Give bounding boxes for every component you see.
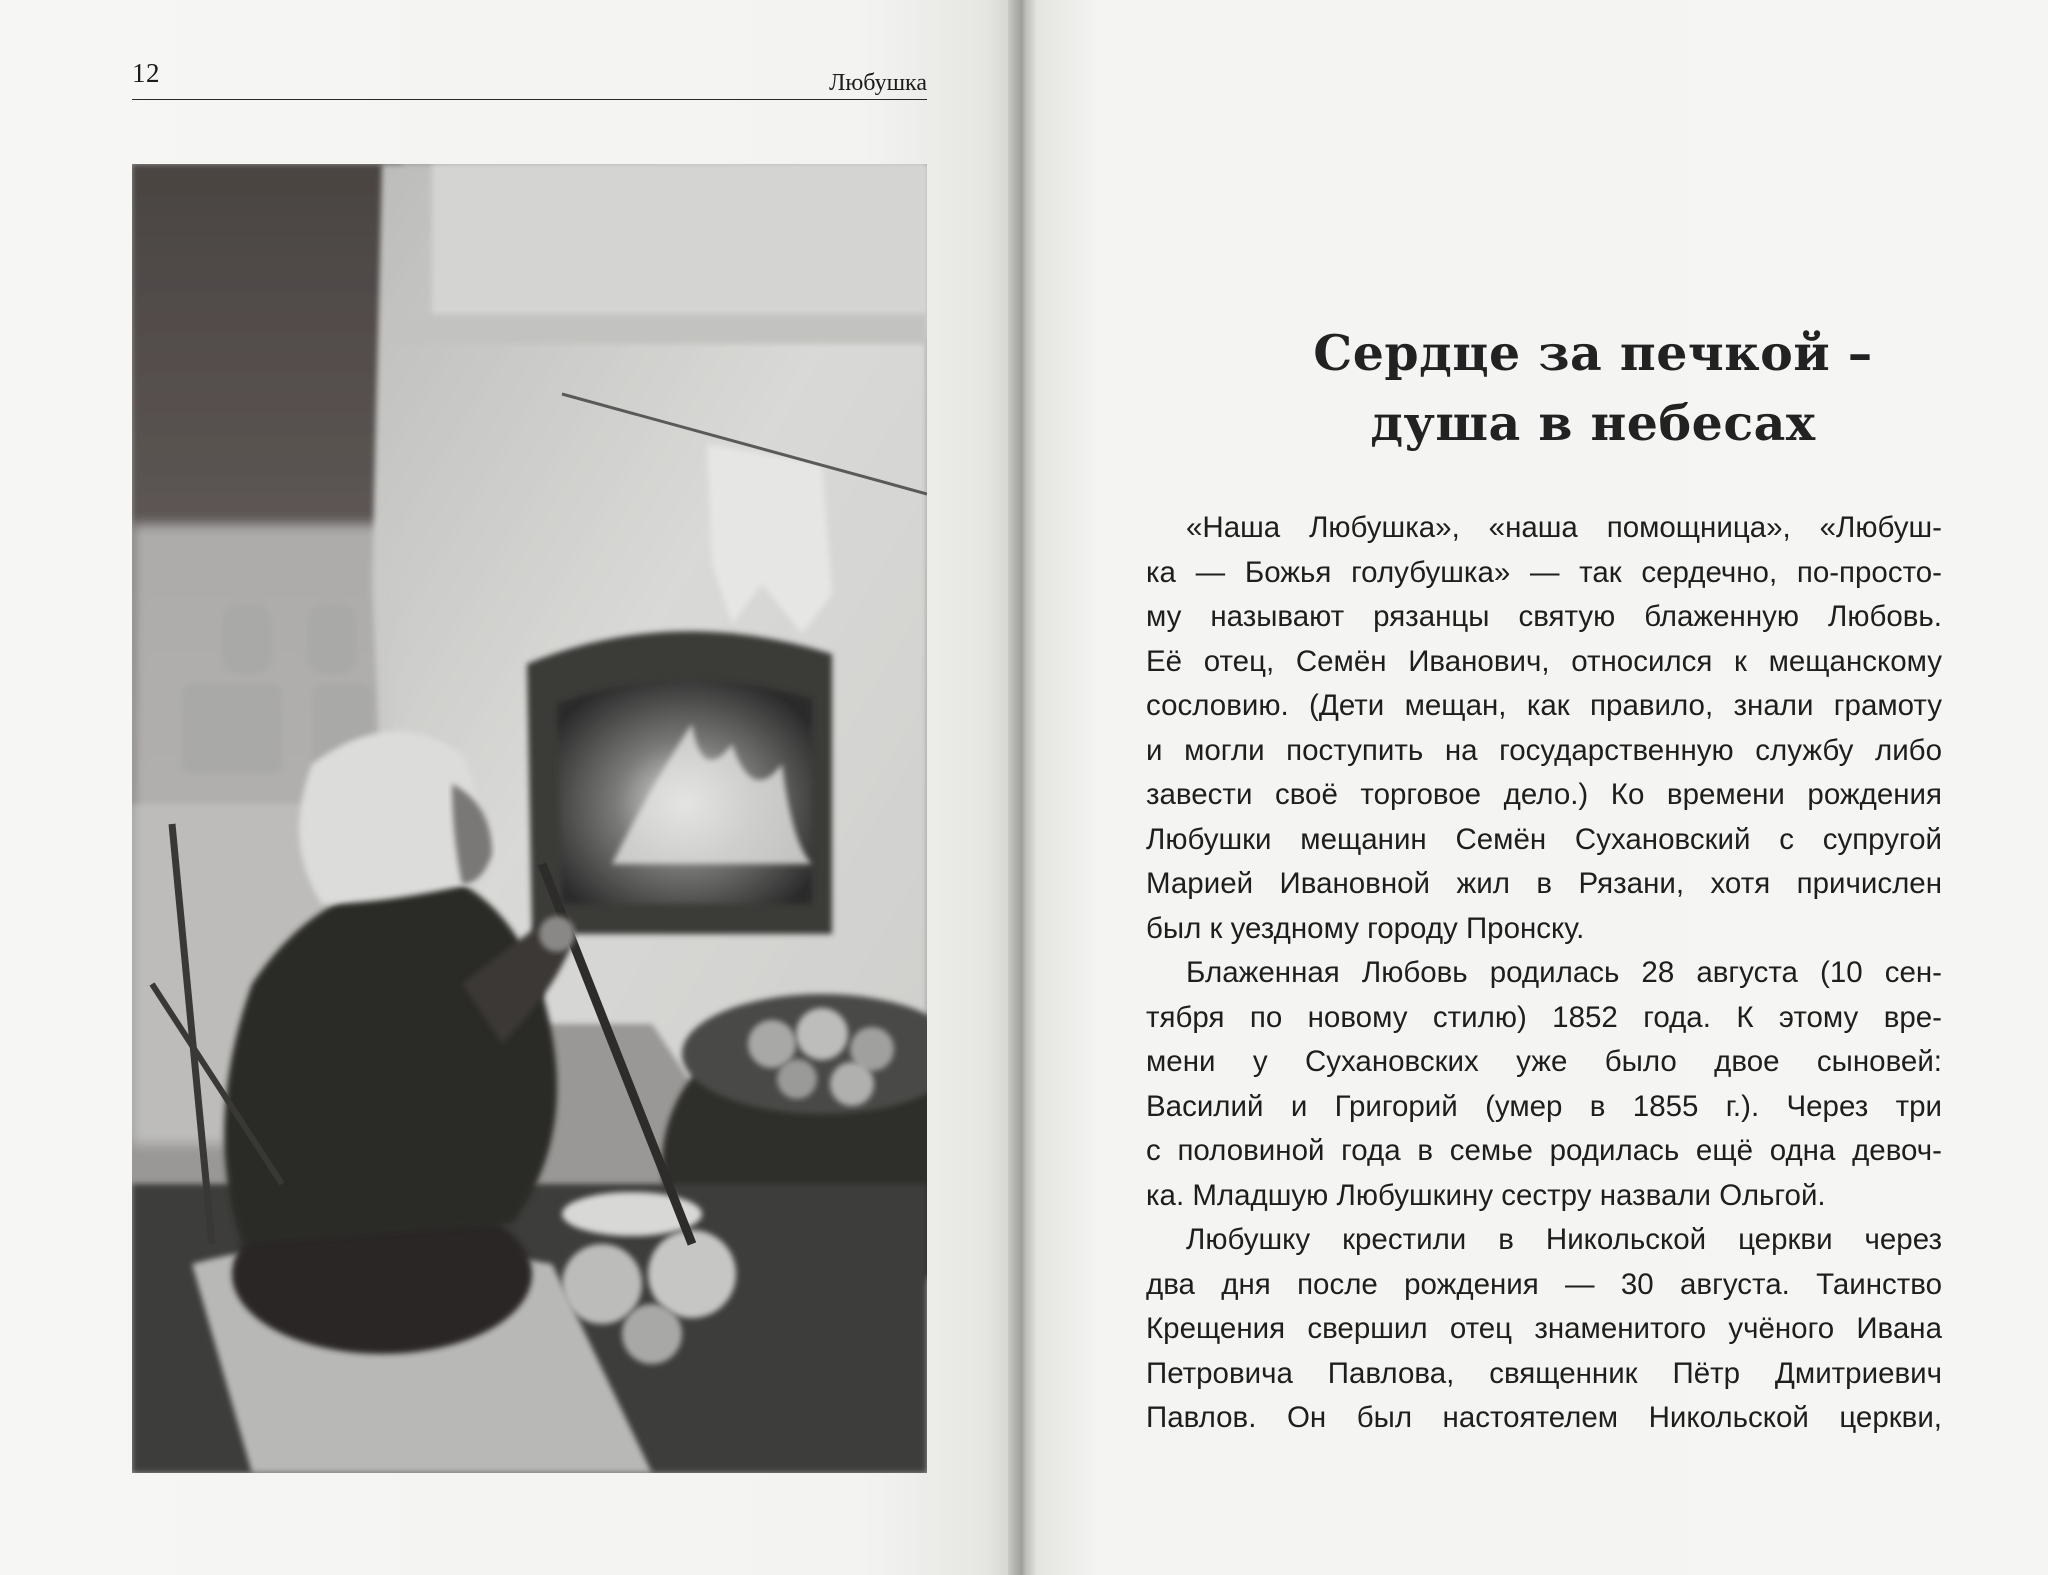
chapter-title-line-1: Сердце за печкой – xyxy=(1313,324,1873,382)
text-line: Василий и Григорий (умер в 1855 г.). Через три xyxy=(1146,1089,1942,1123)
text-line: Крещения свершил отец знаменитого учёного Ивана xyxy=(1146,1312,1942,1345)
running-head: Любушка xyxy=(829,70,927,96)
text-line: и могли поступить на государственную службу либо xyxy=(1146,733,1942,767)
text-line: Марией Ивановной жил в Рязани, хотя причислен xyxy=(1146,867,1942,900)
text-line: мени у Сухановских уже было двое сыновей: xyxy=(1146,1045,1942,1078)
right-page xyxy=(1038,0,2048,1575)
text-line: Павлов. Он был настоятелем Никольской церкви, xyxy=(1146,1401,1942,1434)
body-text xyxy=(1146,506,1942,1441)
page-number: 12 xyxy=(132,58,160,88)
text-line: сословию. (Дети мещан, как правило, знали грамоту xyxy=(1146,689,1942,722)
text-line: Блаженная Любовь родилась 28 августа (10 сен- xyxy=(1186,956,1942,989)
text-line: ка. Младшую Любушкину сестру назвали Ольгой. xyxy=(1146,1178,1826,1212)
text-line: му называют рязанцы святую блаженную Любовь. xyxy=(1146,600,1942,633)
text-line: два дня после рождения — 30 августа. Таинство xyxy=(1146,1267,1942,1301)
header-rule xyxy=(132,99,927,100)
text-line: Петровича Павлова, священник Пётр Дмитриевич xyxy=(1146,1356,1942,1390)
chapter-title xyxy=(1143,318,2043,458)
text-line: был к уездному городу Пронску. xyxy=(1146,911,1585,945)
text-line: ка — Божья голубушка» — так сердечно, по-просто- xyxy=(1146,555,1942,589)
text-line: с половиной года в семье родилась ещё одна девоч- xyxy=(1146,1134,1942,1167)
text-line: Любушку крестили в Никольской церкви через xyxy=(1186,1223,1942,1256)
woman-at-stove-illustration xyxy=(132,164,927,1473)
text-line: Её отец, Семён Иванович, относился к мещанскому xyxy=(1146,644,1942,678)
left-page xyxy=(0,0,1015,1575)
text-line: Любушки мещанин Семён Сухановский с супругой xyxy=(1146,822,1942,856)
text-line: завести своё торговое дело.) Ко времени рождения xyxy=(1146,778,1942,811)
chapter-title-line-2: душа в небесах xyxy=(1370,394,1816,452)
text-line: «Наша Любушка», «наша помощница», «Любуш- xyxy=(1186,511,1942,544)
text-line: тября по новому стилю) 1852 года. К этому вре- xyxy=(1146,1000,1942,1034)
illustration-drawing xyxy=(132,164,927,1473)
book-gutter xyxy=(1008,0,1038,1575)
